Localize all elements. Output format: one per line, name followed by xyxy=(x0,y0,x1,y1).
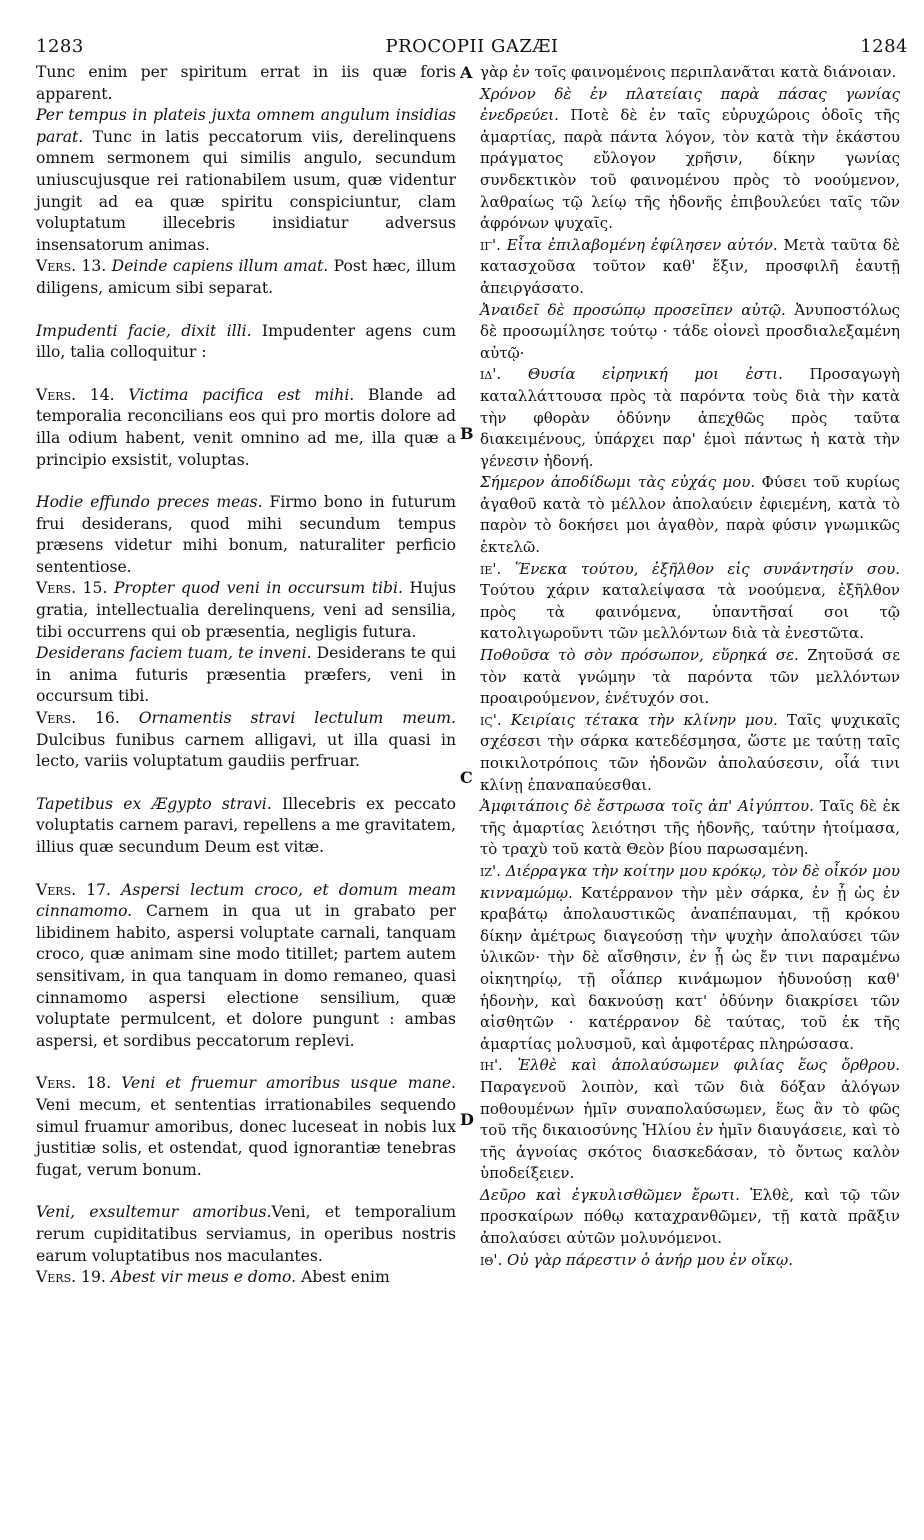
lemma-text: Ἐλθὲ καὶ ἀπολαύσωμεν φιλίας ἕως ὄρθρου. xyxy=(502,1056,900,1075)
latin-paragraph xyxy=(36,880,456,1053)
lemma-text: Veni et fruemur amoribus usque mane. xyxy=(111,1074,457,1093)
margin-letter-d: D xyxy=(460,1110,474,1129)
verse-number: ιθ'. xyxy=(480,1250,503,1269)
verse-number: Vers. 18. xyxy=(36,1074,112,1093)
commentary-text: Ταῖς ψυχικαῖς σχέσεσι τὴν σάρκα κατεδέσμησα, ὥστε με ταύτῃ ταῖς ποικιλοτρόποις τῶν ἡδονῶν ἀπολαύσεσιν, οἷά τινι κλίνῃ ἐπαναπαύεσθαι. xyxy=(480,710,900,794)
running-title: PROCOPII GAZÆI xyxy=(385,36,559,57)
margin-letter-a: A xyxy=(460,63,473,82)
commentary-text: Dulcibus funibus carnem alligavi, ut illa quasi in lecto, variis voluptatum gaudiis perfruar. xyxy=(36,730,456,771)
latin-paragraph xyxy=(36,492,456,578)
verse-number: ιε'. xyxy=(480,559,502,578)
greek-paragraph xyxy=(480,300,900,365)
verse-number: Vers. 15. xyxy=(36,579,108,598)
greek-paragraph xyxy=(480,472,900,558)
lemma-text: Θυσία εἰρηνική μοι ἐστι. xyxy=(501,365,783,384)
commentary-text: Tunc in latis peccatorum viis, derelinquens omnem sermonem qui similis angulo, secundum uniuscujusque rei rationabilem usum, quæ videntur jungit ad ea quæ spiritu conspiciuntur, clam voluptatum illecebris insidiatur adversus insensatorum animas. xyxy=(36,127,456,254)
latin-paragraph xyxy=(36,385,456,471)
greek-paragraph xyxy=(480,710,900,796)
verse-number: Vers. 17. xyxy=(36,880,111,899)
verse-number: ιζ'. xyxy=(480,861,501,880)
latin-paragraph xyxy=(36,794,456,859)
lemma-text: Σήμερον ἀποδίδωμι τὰς εὐχάς μου. xyxy=(480,473,756,492)
commentary-text: Ἀνυποστόλως δὲ προσωμίλησε τούτῳ · τάδε οἱονεὶ προσδιαλεξαμένη αὐτῷ· xyxy=(480,300,901,362)
greek-paragraph xyxy=(480,235,900,300)
commentary-text: Veni mecum, et sententias irrationabiles sequendo simul fruamur amoribus, donec luceseat in nobis lux justitiæ solis, et ostendat, quod ignorantiæ tenebras fugat, verum bonum. xyxy=(36,1095,456,1179)
commentary-text: Blande ad temporalia reconcilians eos qui pro mortis dolore ad illa odium habent, venit omnino ad me, illa quæ a principio exsistit, voluptas. xyxy=(36,385,456,469)
commentary-text: Τούτου χάριν καταλείψασα τὰ νοούμενα, ἐξῆλθον πρὸς τὰ φαινόμενα, ὑπαντῆσαί σοι τῷ κατολιγωροῦντι τῶν μελλόντων διὰ τὰ ἐνεστῶτα. xyxy=(480,581,900,643)
lemma-text: Κειρίαις τέτακα τὴν κλίνην μου. xyxy=(501,710,778,729)
lemma-text: Per tempus in plateis juxta omnem angulum insidias parat. xyxy=(36,106,456,146)
commentary-text: Abest enim xyxy=(296,1268,390,1287)
lemma-text: Aspersi lectum croco, et domum meam cinnamomo. xyxy=(36,880,456,921)
latin-paragraph xyxy=(36,578,456,643)
lemma-text: Hodie effundo preces meas. xyxy=(36,493,263,512)
greek-paragraph xyxy=(480,364,900,472)
verse-number: Vers. 19. xyxy=(36,1268,106,1287)
latin-column xyxy=(36,62,456,1289)
lemma-text: Desiderans faciem tuam, te inveni. xyxy=(36,644,312,663)
lemma-text: Διέρραγκα τὴν κοίτην μου κρόκῳ, τὸν δὲ οἶκόν μου κινναμώμῳ. xyxy=(480,861,900,902)
latin-paragraph xyxy=(36,256,456,299)
commentary-text: Κατέρρανον τὴν μὲν σάρκα, ἐν ᾗ ὡς ἐν κραβάτῳ ἀπολαυστικῶς ἀναπέπαυμαι, τῇ κρόκου δίκην ἀμέτρως διαγεούσῃ τὴν ψυχὴν ἀπολαύσει τῶν ὑλικῶν· τὴν δὲ αἴσθησιν, ἐν ᾗ ὡς ἔν τινι παραμένω οἰκητηρίῳ, τῇ οἷάπερ κινάμωμον ἡδυνούσῃ καθ' ἡδονὴν, καὶ δακνούσῃ κατ' ὀδύνην διακρίσει τῶν αἰσθητῶν · κατέρρανον δὲ ταύτας, τοῦ ἐκ τῆς ἁμαρτίας μολυσμοῦ, καὶ ἀμφοτέρας πληρώσασα. xyxy=(480,883,900,1053)
lemma-text: Victima pacifica est mihi. xyxy=(114,385,355,404)
verse-number: Vers. 14. xyxy=(36,385,115,404)
greek-column xyxy=(480,62,900,1271)
commentary-text: Tunc enim per spiritum errat in iis quæ foris apparent. xyxy=(36,63,456,103)
verse-number: Vers. 16. xyxy=(36,709,120,728)
greek-paragraph xyxy=(480,62,900,84)
greek-paragraph xyxy=(480,645,900,710)
verse-number: ιϛ'. xyxy=(480,710,502,729)
greek-paragraph xyxy=(480,1055,900,1185)
commentary-text: Ποτὲ δὲ ἐν ταῖς εὐρυχώροις ὁδοῖς τῆς ἁμαρτίας, παρὰ πάντα λόγον, τὸν κατὰ τὴν ἑκάστου πράγματος εὔλογον χρῆσιν, δίκην γωνίας συνδεκτικὸν τοῦ φαινομένου πρὸς τὸ νοούμενον, λαθραίως τῷ λείῳ τῆς ἡδονῆς ἐπιβουλεύει ταῖς τῶν ἀφρόνων ψυχαῖς. xyxy=(480,106,900,233)
lemma-text: Veni, exsultemur amoribus. xyxy=(36,1203,272,1222)
lemma-text: Δεῦρο καὶ ἐγκυλισθῶμεν ἔρωτι. xyxy=(480,1185,740,1204)
verse-number: ιδ'. xyxy=(480,365,502,384)
commentary-text: Φύσει τοῦ κυρίως ἀγαθοῦ κατὰ τὸ μέλλον ἀπολαύειν ἐφιεμένη, κατὰ τὸ παρὸν τὸ δοκήσει μοι ἀγαθὸν, παρὰ φύσιν γνωμικῶς ἐκτελῶ. xyxy=(480,473,900,557)
latin-paragraph xyxy=(36,1073,456,1181)
commentary-text: Παραγενοῦ λοιπὸν, καὶ τῶν διὰ δόξαν ἀλόγων ποθουμένων ἡμῖν συναπολαύσωμεν, ἕως ἂν τὸ φῶς τοῦ τῆς δικαιοσύνης Ἡλίου ἐν ἡμῖν διαυγάσειε, καὶ τὸ τῆς ἀγνοίας σκότος διασκεδάσαν, τὸ ὄντως καλὸν ὑποδείξειεν. xyxy=(480,1077,900,1183)
latin-paragraph xyxy=(36,708,456,773)
latin-paragraph xyxy=(36,1267,456,1289)
verse-number: Vers. 13. xyxy=(36,257,107,276)
margin-letter-b: B xyxy=(460,424,474,443)
lemma-text: Propter quod veni in occursum tibi. xyxy=(107,579,403,598)
lemma-text: Ἀναιδεῖ δὲ προσώπῳ προσεῖπεν αὐτῷ. xyxy=(480,300,786,319)
greek-paragraph xyxy=(480,1185,900,1250)
margin-letter-c: C xyxy=(460,768,473,787)
latin-paragraph xyxy=(36,643,456,708)
latin-paragraph xyxy=(36,321,456,364)
commentary-text: γὰρ ἐν τοῖς φαινομένοις περιπλανᾶται κατὰ διάνοιαν. xyxy=(480,63,897,81)
commentary-text: Προσαγωγὴ καταλλάττουσα πρὸς τὰ παρόντα τοὺς διὰ τὴν κατὰ τὴν φθορὰν ὀδύνην ἀπεχθῶς πρὸς ταῦτα διακειμένους, ὑπάρχει παρ' ἐμοὶ πάντως ἡ κατὰ τὴν γένεσιν ἡδονή. xyxy=(480,365,900,470)
greek-paragraph xyxy=(480,1250,900,1272)
commentary-text: Post hæc, illum diligens, amicum sibi separat. xyxy=(36,257,456,297)
commentary-text: Firmo bono in futurum frui desiderans, quod mihi secundum tempus præsens videtur mihi bonum, naturaliter perficio sententiose. xyxy=(36,493,456,576)
lemma-text: Deinde capiens illum amat. xyxy=(106,257,329,276)
lemma-text: Tapetibus ex Ægypto stravi. xyxy=(36,794,272,813)
lemma-text: Χρόνον δὲ ἐν πλατείαις παρὰ πάσας γωνίας ἐνεδρεύει. xyxy=(480,84,900,125)
lemma-text: Abest vir meus e domo. xyxy=(105,1268,297,1287)
greek-paragraph xyxy=(480,861,900,1055)
latin-paragraph xyxy=(36,1202,456,1267)
commentary-text: Veni, et temporalium rerum cupiditatibus serviamus, in operibus nostris earum voluptatibus nos maculantes. xyxy=(36,1203,456,1265)
lemma-text: Ornamentis stravi lectulum meum. xyxy=(119,709,456,728)
greek-paragraph xyxy=(480,84,900,235)
commentary-text: Ζητοῦσά σε τὸν κατὰ γνώμην τὰ παρόντα τῶν μελλόντων προαιρούμενον, ἐνέτυχόν σοι. xyxy=(480,646,900,708)
verse-number: ιγ'. xyxy=(480,235,501,254)
page-number-left: 1283 xyxy=(36,36,84,57)
lemma-text: Ποθοῦσα τὸ σὸν πρόσωπον, εὕρηκά σε. xyxy=(480,646,799,665)
commentary-text: Illecebris ex peccato voluptatis carnem paravi, repellens a me gravitatem, illius quæ secundum Deum est vitæ. xyxy=(36,794,456,856)
page-number-right: 1284 xyxy=(860,36,908,57)
commentary-text: Hujus gratia, intellectualia derelinquens, veni ad sensilia, tibi occurrens qui ob præsentia, negligis futura. xyxy=(36,579,457,641)
greek-paragraph xyxy=(480,559,900,645)
verse-number: ιη'. xyxy=(480,1056,503,1075)
greek-paragraph xyxy=(480,796,900,861)
commentary-text: Impudenter agens cum illo, talia colloquitur : xyxy=(36,321,456,362)
commentary-text: Ταῖς δὲ ἐκ τῆς ἁμαρτίας λειότησι τῆς ἡδονῆς, ταύτην ἡτοίμασα, τὸ τραχὺ τοῦ κατὰ Θεὸν βίου παρωσαμένη. xyxy=(480,797,900,859)
lemma-text: Εἶτα ἐπιλαβομένη ἐφίλησεν αὐτόν. xyxy=(500,235,778,254)
lemma-text: Οὐ γὰρ πάρεστιν ὁ ἀνήρ μου ἐν οἴκῳ. xyxy=(502,1250,794,1269)
commentary-text: Desiderans te qui in anima futuris præsentia præfers, veni in occursum tibi. xyxy=(36,644,456,706)
lemma-text: Impudenti facie, dixit illi. xyxy=(36,321,252,340)
commentary-text: Carnem in qua ut in grabato per libidinem habito, aspersi voluptate carnali, tanquam croco, quæ animam sine modo titillet; partem autem sensitivam, in qua tanquam in domo remaneo, quasi cinnamomo aspersi electione sensilium, quæ voluptate permulcent, et dolore pungunt : ambas aspersi, et sordibus peccatorum replevi. xyxy=(36,902,456,1050)
commentary-text: Ἐλθὲ, καὶ τῷ τῶν προσκαίρων πόθῳ καταχρανθῶμεν, τῇ κατὰ πρᾶξιν ἀπολαύσει αὐτῶν μολυνόμενοι. xyxy=(480,1185,900,1248)
page-header xyxy=(36,36,908,60)
lemma-text: Ἀμφιτάποις δὲ ἔστρωσα τοῖς ἀπ' Αἰγύπτου. xyxy=(480,797,814,816)
latin-paragraph xyxy=(36,62,456,105)
lemma-text: Ἕνεκα τούτου, ἐξῆλθον εἰς συνάντησίν σου. xyxy=(501,559,900,578)
latin-paragraph xyxy=(36,105,456,256)
commentary-text: Μετὰ ταῦτα δὲ κατασχοῦσα τοῦτον καθ' ἕξιν, προσφιλῆ ἑαυτῇ ἀπειργάσατο. xyxy=(480,235,900,297)
